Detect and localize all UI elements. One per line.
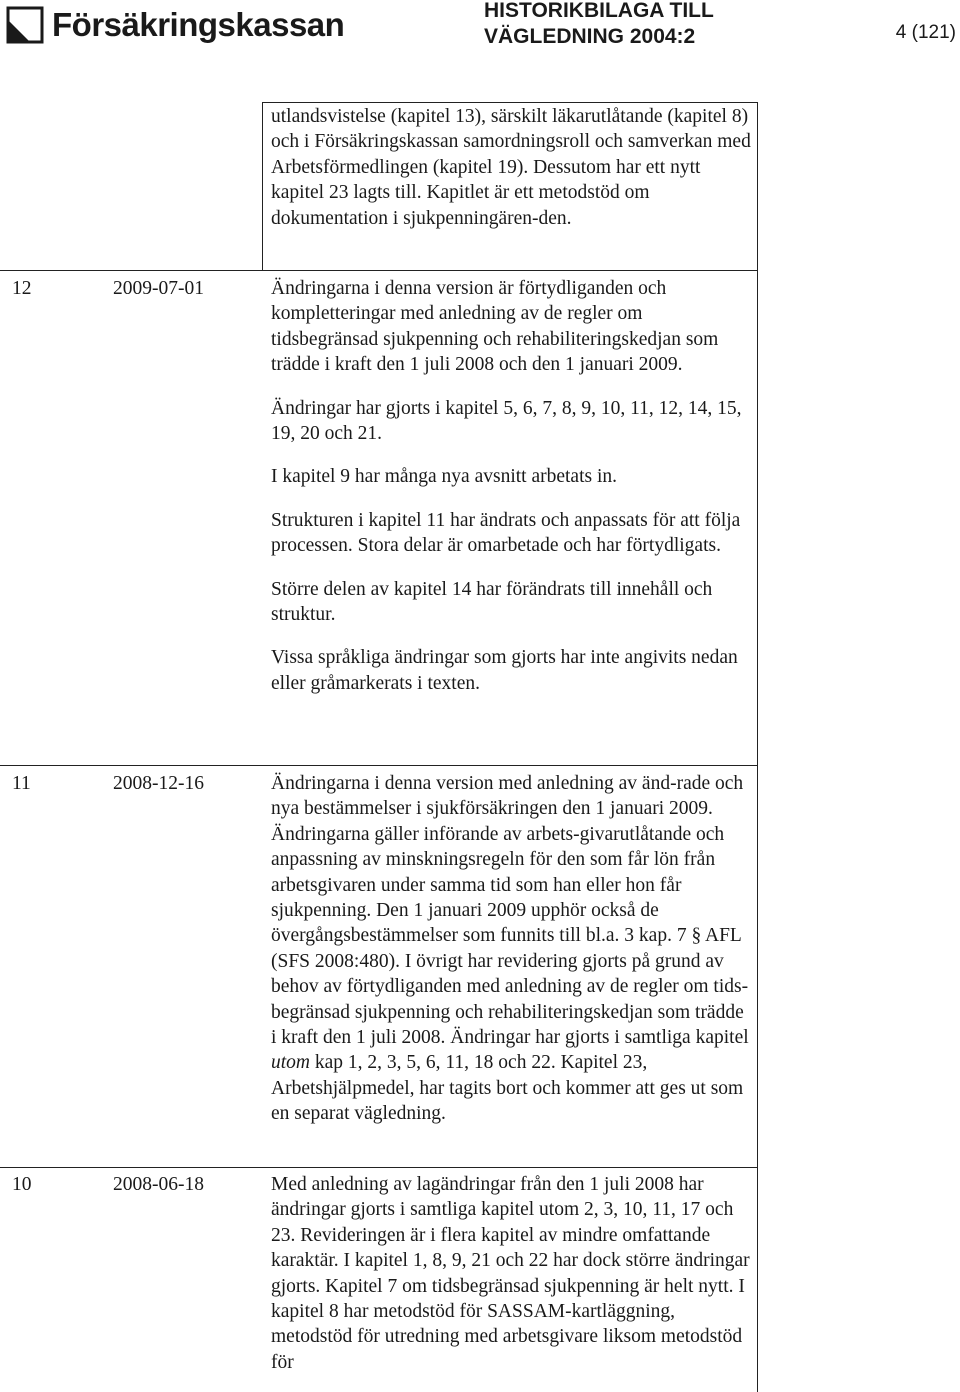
change-description: Med anledning av lagändringar från den 1 juli 2008 har ändringar gjorts i samtliga kapitel utom 2, 3, 10, 11, 17 och 23. Revideringen är i flera kapitel av mindre omfattande karaktär. I kapitel 1, 8, 9, 21 och 22 har dock större ändringar gjorts. Kapitel 7 om tidsbegränsad sjukpenning är helt nytt. I kapitel 8 har metodstöd för SASSAM-kartläggning, metodstöd för utredning med arbetsgivare liksom metodstöd för bbox=[271, 1174, 750, 1373]
version-number: 10 bbox=[12, 1174, 32, 1195]
table-top-border bbox=[262, 102, 758, 103]
paragraph: Ändringar har gjorts i kapitel 5, 6, 7, 8, 9, 10, 11, 12, 14, 15, 19, 20 och 21. bbox=[271, 397, 742, 445]
paragraph: Vissa språkliga ändringar som gjorts har inte angivits nedan eller gråmarkerats i texten. bbox=[271, 647, 738, 694]
revision-history-table bbox=[0, 102, 758, 1392]
row-divider bbox=[0, 270, 758, 271]
brand-logo bbox=[6, 4, 344, 46]
version-number: 11 bbox=[12, 773, 31, 794]
change-description bbox=[271, 771, 753, 1127]
page-number: 4 (121) bbox=[895, 22, 956, 43]
version-date: 2008-12-16 bbox=[113, 773, 204, 794]
version-number: 12 bbox=[12, 278, 32, 299]
change-description bbox=[271, 276, 753, 696]
table-left-border bbox=[262, 102, 263, 270]
description-text: Ändringarna i denna version med anledning av änd-rade och nya bestämmelser i sjukförsäkringen den 1 januari 2009. Ändringarna gäller införande av arbets-givarutlåtande och anpassning av minskningsregeln för den som får lön från arbetsgivaren under samma tid som han eller hon får sjukpenning. Den 1 januari 2009 upphör också de övergångsbestämmelser som funnits till bl.a. 3 kap. 7 § AFL (SFS 2008:480). I övrigt har revidering gjorts på grund av behov av förtydliganden med anledning av de regler om tids-begränsad sjukpenning och rehabiliteringskedjan som trädde i kraft den 1 juli 2008. Ändringar har gjorts i samtliga kapitel bbox=[271, 773, 749, 1049]
document-title bbox=[484, 0, 714, 50]
version-date: 2008-06-18 bbox=[113, 1174, 204, 1195]
paragraph: Strukturen i kapitel 11 har ändrats och anpassats för att följa processen. Stora delar är omarbetade och har förtydligats. bbox=[271, 509, 741, 557]
continuation-text: utlandsvistelse (kapitel 13), särskilt läkarutlåtande (kapitel 8) och i Försäkringskassan samordningsroll och samverkan med Arbetsförmedlingen (kapitel 19). Dessutom har ett nytt kapitel 23 lagts till. Kapitlet är ett metodstöd om dokumentation i sjukpenningären-den. bbox=[271, 106, 751, 229]
version-date: 2009-07-01 bbox=[113, 278, 204, 299]
brand-name: Försäkringskassan bbox=[52, 6, 345, 43]
table-right-border bbox=[757, 102, 758, 1392]
document-title-line2: VÄGLEDNING 2004:2 bbox=[484, 25, 696, 48]
row-divider bbox=[0, 1167, 758, 1168]
document-title-line1: HISTORIKBILAGA TILL bbox=[484, 0, 714, 22]
paragraph: Ändringarna i denna version är förtydliganden och kompletteringar med anledning av de regler om tidsbegränsad sjukpenning och rehabiliteringskedjan som trädde i kraft den 1 juli 2008 och den 1 januari 2009. bbox=[271, 278, 719, 376]
paragraph: I kapitel 9 har många nya avsnitt arbetats in. bbox=[271, 466, 618, 488]
description-text: kap 1, 2, 3, 5, 6, 11, 18 och 22. Kapitel 23, Arbetshjälpmedel, har tagits bort och kommer att ges ut som en separat vägledning. bbox=[271, 1052, 744, 1125]
row-divider bbox=[0, 765, 758, 766]
logo-mark-icon bbox=[6, 6, 44, 44]
description-italic: utom bbox=[271, 1052, 310, 1074]
paragraph: Större delen av kapitel 14 har förändrats till innehåll och struktur. bbox=[271, 578, 713, 626]
